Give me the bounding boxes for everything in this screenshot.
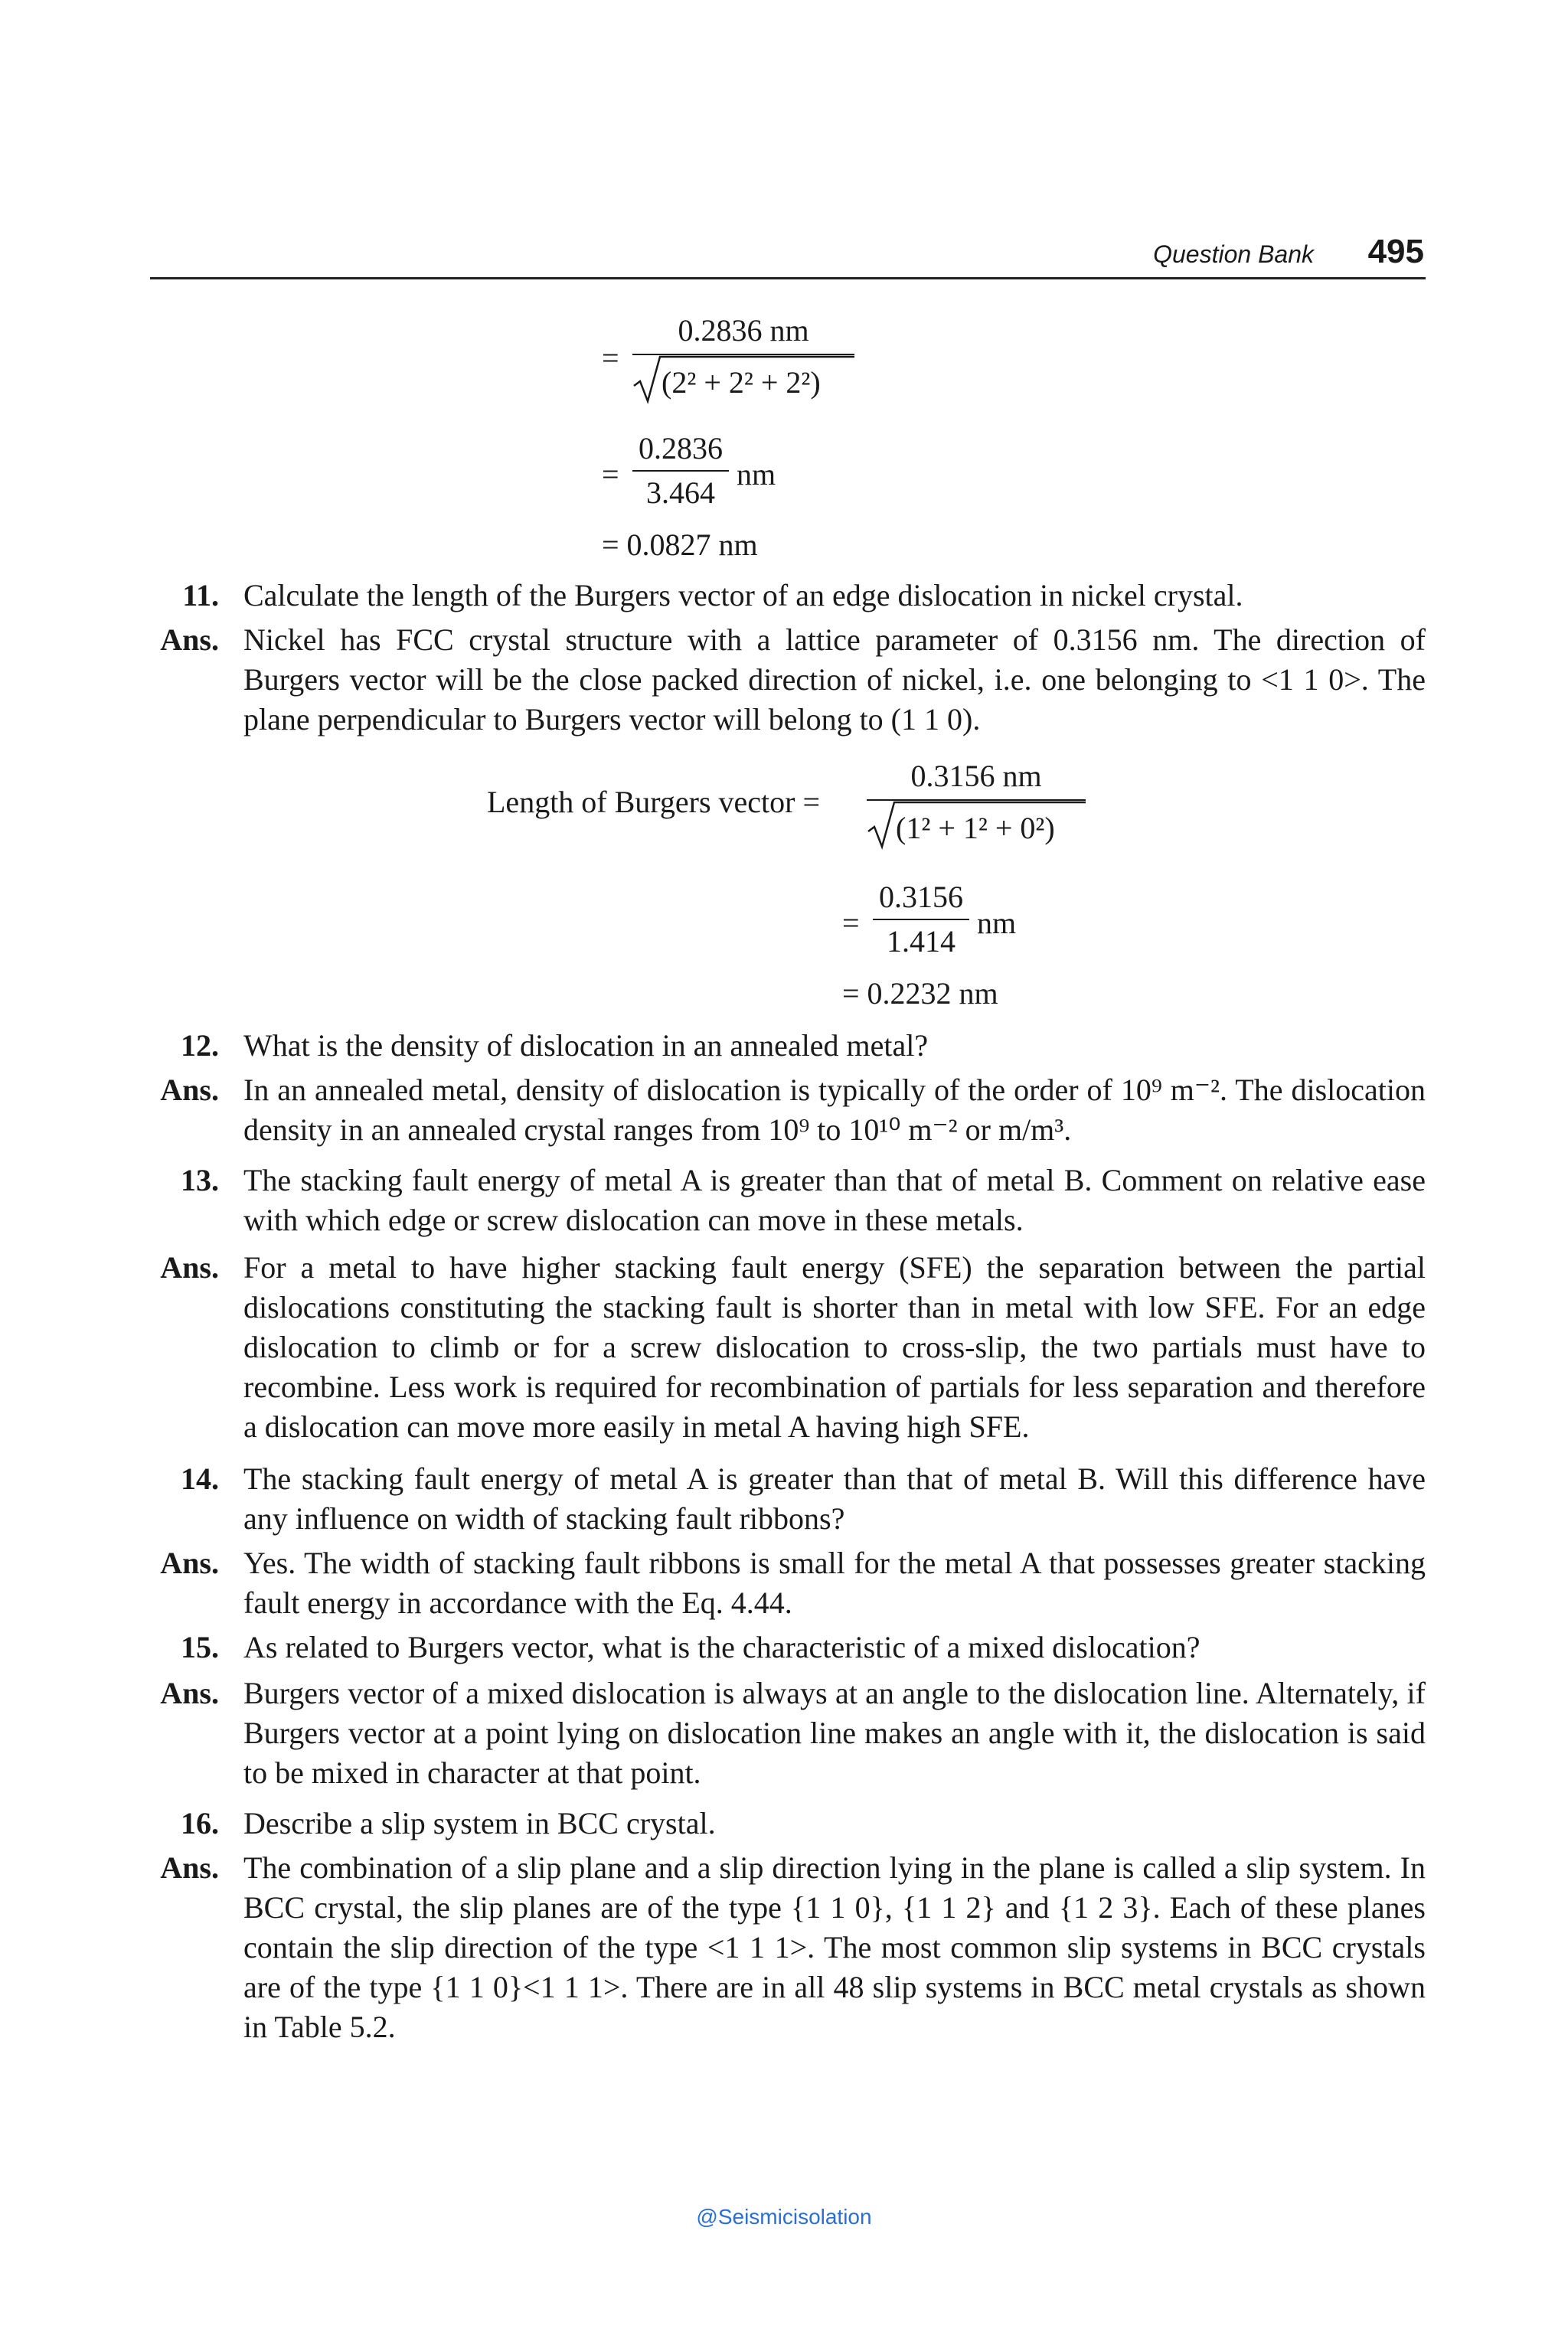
unit-label: nm: [737, 457, 776, 491]
question-number: 15.: [181, 1630, 219, 1664]
question-14: [150, 1459, 1426, 1543]
question-16: [150, 1804, 1426, 1847]
result-line: = 0.2232 nm: [842, 976, 998, 1011]
question-15: [150, 1628, 1426, 1670]
question-text: Calculate the length of the Burgers vector of an edge dislocation in nickel crystal.: [243, 578, 1243, 612]
question-text: The stacking fault energy of metal A is greater than that of metal B. Comment on relative ease with which edge or screw dislocation can move in these metals.: [243, 1163, 1426, 1237]
question-text: What is the density of dislocation in an annealed metal?: [243, 1028, 929, 1063]
question-text: Describe a slip system in BCC crystal.: [243, 1806, 716, 1840]
equals-sign: =: [602, 457, 619, 491]
fraction-denominator: (2² + 2² + 2²): [662, 365, 821, 400]
unit-label: nm: [977, 906, 1017, 940]
answer-label: Ans.: [160, 1250, 219, 1285]
fraction-denominator: 3.464: [646, 475, 715, 510]
fraction-numerator: 0.3156 nm: [910, 759, 1042, 793]
answer-text: Nickel has FCC crystal structure with a lattice parameter of 0.3156 nm. The direction of Burgers vector will be the close packed direction of nickel, i.e. one belonging to <1 1 0>. The plane perpendicular to Burgers vector will belong to (1 1 0).: [243, 622, 1426, 736]
equals-sign: =: [842, 906, 860, 940]
fraction-bar: [632, 470, 729, 472]
equals-sign: =: [602, 341, 619, 375]
watermark: @Seismicisolation: [696, 2205, 872, 2229]
fraction-numerator: 0.2836: [639, 431, 723, 465]
question-number: 12.: [181, 1028, 219, 1063]
fraction-bar: [867, 799, 1086, 801]
answer-text: Burgers vector of a mixed dislocation is always at an angle to the dislocation line. Alternately, if Burgers vector at a point lying on dislocation line makes an angle with it, the dislocation is said to be mixed in character at that point.: [243, 1676, 1426, 1790]
question-text: As related to Burgers vector, what is the characteristic of a mixed dislocation?: [243, 1630, 1200, 1664]
fraction-bar: [632, 354, 854, 355]
section-title: Question Bank: [1153, 240, 1314, 268]
question-number: 16.: [181, 1806, 219, 1840]
page-number: 495: [1367, 233, 1424, 270]
fraction-denominator: (1² + 1² + 0²): [896, 811, 1055, 845]
answer-16: [150, 1848, 1426, 2055]
fraction-numerator: 0.2836 nm: [678, 313, 809, 348]
question-number: 14.: [181, 1461, 219, 1496]
answer-text: Yes. The width of stacking fault ribbons is small for the metal A that possesses greater stacking fault energy in accordance with the Eq. 4.44.: [243, 1546, 1426, 1620]
question-number: 13.: [181, 1163, 219, 1197]
answer-label: Ans.: [160, 622, 219, 657]
fraction-numerator: 0.3156: [879, 880, 963, 914]
fraction-denominator: 1.414: [887, 924, 956, 958]
answer-13: [150, 1248, 1426, 1455]
question-13: [150, 1161, 1426, 1245]
answer-label: Ans.: [160, 1676, 219, 1710]
answer-label: Ans.: [160, 1546, 219, 1580]
answer-11: [150, 620, 1426, 743]
answer-14: [150, 1543, 1426, 1628]
question-12: [150, 1026, 1426, 1069]
result-line: = 0.0827 nm: [602, 527, 758, 562]
answer-12: [150, 1070, 1426, 1154]
fraction-bar: [873, 919, 969, 920]
question-number: 11.: [182, 578, 219, 612]
calc-label: Length of Burgers vector =: [487, 785, 821, 819]
page-header: [150, 228, 1426, 279]
answer-text: For a metal to have higher stacking fault energy (SFE) the separation between the partial dislocations constituting the stacking fault is shorter than in metal with low SFE. For an edge dislocation to climb or for a screw dislocation to cross-slip, the two partials must have to recombine. Less work is required for recombination of partials for less separation and therefore a dislocation can move more easily in metal A having high SFE.: [243, 1250, 1426, 1444]
answer-label: Ans.: [160, 1073, 219, 1107]
answer-text: In an annealed metal, density of dislocation is typically of the order of 10⁹ m⁻². The dislocation density in an annealed crystal ranges from 10⁹ to 10¹⁰ m⁻² or m/m³.: [243, 1073, 1426, 1147]
question-text: The stacking fault energy of metal A is greater than that of metal B. Will this difference have any influence on width of stacking fault ribbons?: [243, 1461, 1426, 1536]
answer-15: [150, 1674, 1426, 1798]
answer-label: Ans.: [160, 1850, 219, 1885]
question-11: [150, 576, 1426, 622]
answer-text: The combination of a slip plane and a slip direction lying in the plane is called a slip system. In BCC crystal, the slip planes are of the type {1 1 0}, {1 1 2} and {1 2 3}. Each of these planes contain the slip direction of the type <1 1 1>. The most common slip systems in BCC crystals are of the type {1 1 0}<1 1 1>. There are in all 48 slip systems in BCC metal crystals as shown in Table 5.2.: [243, 1850, 1426, 2044]
